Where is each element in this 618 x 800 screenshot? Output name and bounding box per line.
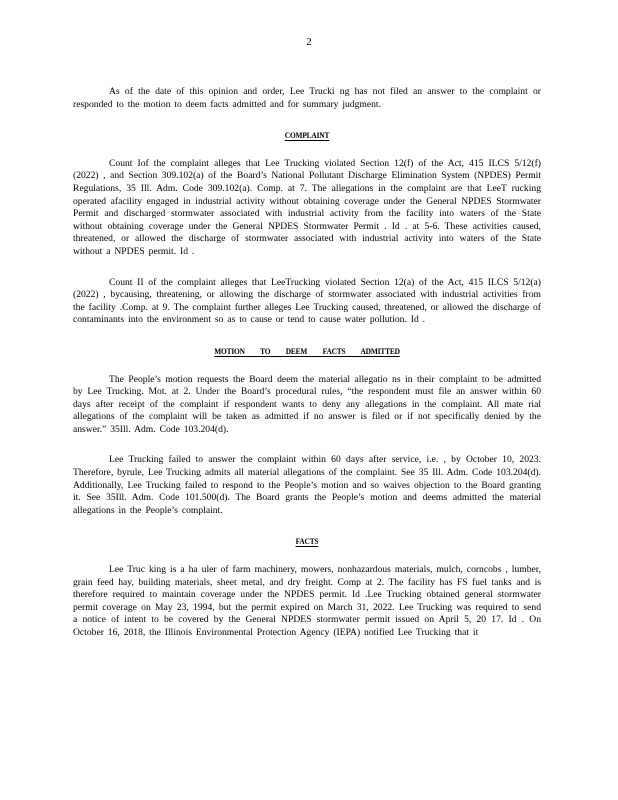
motion-paragraph: The People’s motion requests the Board deem the material allegatio ns in their complaint to be admitted by Lee Trucking. Mot. at 2. Under the Board’s procedural rules, “the respondent must file an answer within 60 days after receipt of the complaint if respondent wants to deny any allegations in the complaint. All mate rial allegations of the complaint will be taken as admitted if no answer is filed or if not specifically denied by the answer.” 35Ill. Adm. Code 103.204(d).	[73, 373, 541, 435]
facts-heading: FACTS	[295, 536, 319, 547]
intro-paragraph: As of the date of this opinion and order, Lee Trucki ng has not filed an answer to the complaint or responded to the motion to deem facts admitted and for summary judgment.	[73, 86, 541, 110]
count-one-paragraph: Count Iof the complaint alleges that Lee Trucking violated Section 12(f) of the Act, 415 ILCS 5/12(f) (2022) , and Section 309.102(a) of the Board’s National Pollutant Discharge Elimination System (NPDES) Permit Regulations, 35 Ill. Adm. Code 309.102(a). Comp. at 7. The allegations in the complaint are that LeeT rucking operated afacility engaged in industrial activity without obtaining coverage under the General NPDES Stormwater Permit and discharged stormwater associated with industrial activity from the facility into waters of the State without obtaining coverage under the General NPDES Stormwater Permit . Id . at 5-6. These activities caused, threatened, or allowed the discharge of stormwater associated with industrial activity into waters of the State without a NPDES permit. Id .	[73, 157, 541, 257]
complaint-heading: COMPLAINT	[284, 130, 330, 141]
motion-heading: MOTION TO DEEM FACTS ADMITTED	[214, 345, 400, 356]
failure-to-answer-paragraph: Lee Trucking failed to answer the complaint within 60 days after service, i.e. , by October 10, 2023. Therefore, byrule, Lee Trucking admits all material allegations of the complaint. See 35 Ill. Adm. Code 103.204(d). Additionally, Lee Trucking failed to respond to the People’s motion and so waives objection to the Board granting it. See 35Ill. Adm. Code 101.500(d). The Board grants the People’s motion and deems admitted the material allegations in the People’s complaint.	[73, 454, 541, 516]
count-two-paragraph: Count II of the complaint alleges that LeeTrucking violated Section 12(a) of the Act, 415 ILCS 5/12(a) (2022) , bycausing, threatening, or allowing the discharge of stormwater associated with industrial activities from the facility .Comp. at 9. The complaint further alleges Lee Trucking caused, threatened, or allowed the discharge of contaminants into the environment so as to cause or tend to cause water pollution. Id .	[73, 276, 541, 326]
document-body	[73, 86, 541, 658]
facts-paragraph: Lee Truc king is a ha uler of farm machinery, mowers, nonhazardous materials, mulch, corncobs , lumber, grain feed hay, building materials, sheet metal, and dry freight. Comp at 2. The facility has FS fuel tanks and is therefore required to maintain coverage under the NPDES permit. Id .Lee Trucking obtained general stormwater permit coverage on May 23, 1994, but the permit expired on March 31, 2022. Lee Trucking was required to send a notice of intent to be covered by the General NPDES stormwater permit issued on April 5, 20 17. Id . On October 16, 2018, the Illinois Environmental Protection Agency (IEPA) notified Lee Trucking that it	[73, 564, 541, 638]
page-number: 2	[306, 36, 312, 48]
